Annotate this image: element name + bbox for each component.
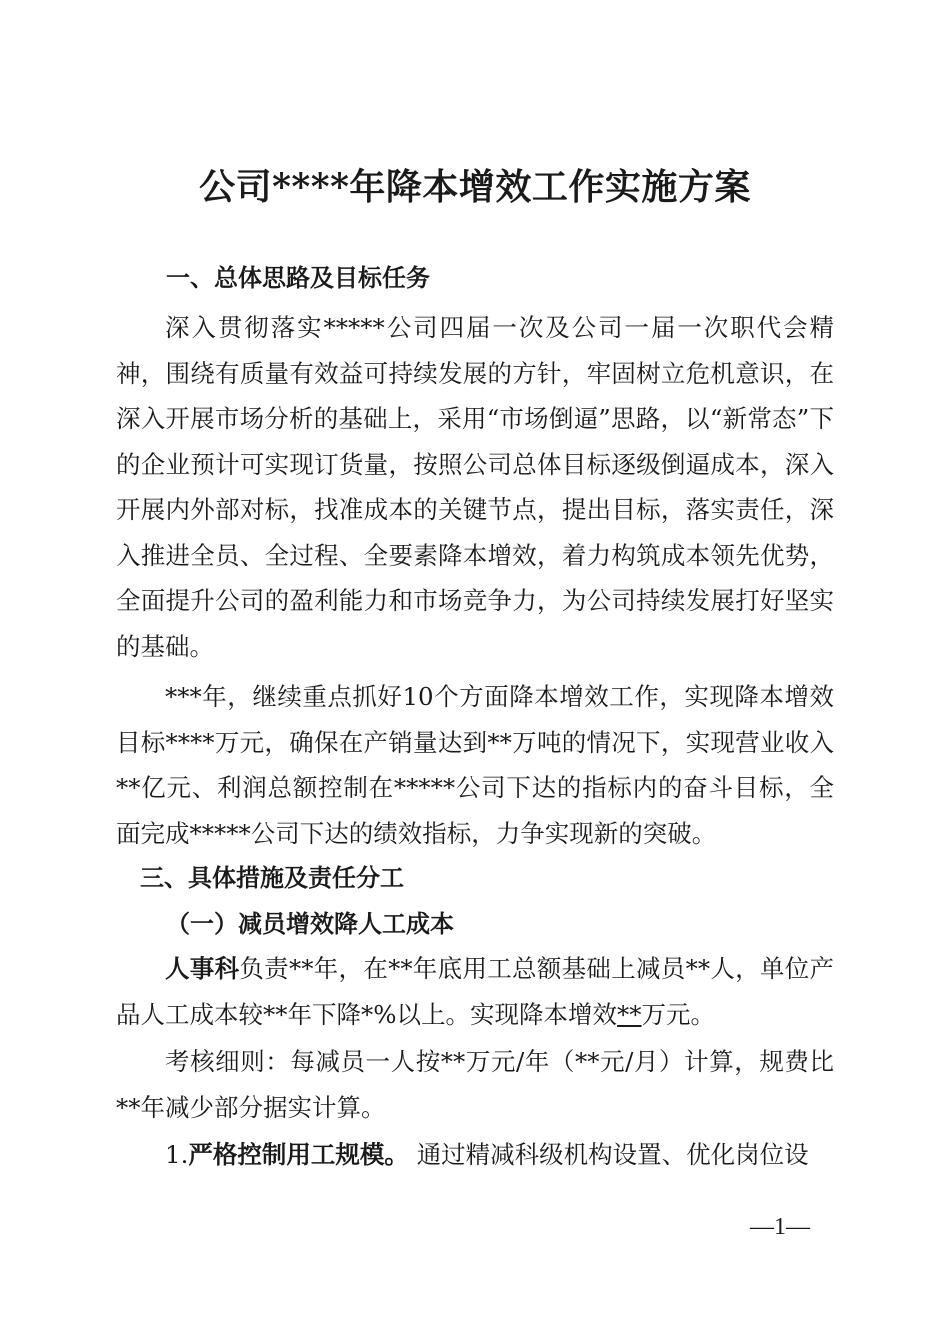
subsection-heading-1: （一）减员增效降人工成本 <box>166 910 454 938</box>
list-item-1 <box>116 1132 834 1178</box>
paragraph-targets: ***年，继续重点抓好10个方面降本增效工作，实现降本增效目标****万元，确保在产销量达到**万吨的情况下，实现营业收入**亿元、利润总额控制在*****公司下达的指标内的奋斗目标，全面完成*****公司下达的绩效指标，力争实现新的突破。 <box>116 682 834 848</box>
list-item-title: 严格控制用工规模。 <box>188 1140 409 1169</box>
paragraph-assessment: 考核细则：每减员一人按**万元/年（**元/月）计算，规费比**年减少部分据实计算。 <box>116 1047 834 1122</box>
savings-amount: ** <box>617 999 642 1029</box>
section-heading-1: 一、总体思路及目标任务 <box>166 264 430 292</box>
savings-unit: 万元。 <box>641 999 716 1029</box>
department-name: 人事科 <box>165 954 240 983</box>
responsibility-text: 负责**年，在**年底用工总额基础上减员**人，单位产品人工成本较**年下降*%以上。实现降本增效 <box>116 954 835 1029</box>
list-item-number: 1. <box>165 1140 189 1169</box>
page-number: —1— <box>750 1214 810 1240</box>
document-title: 公司****年降本增效工作实施方案 <box>199 166 751 208</box>
list-item-text: 通过精减科级机构设置、优化岗位设 <box>416 1140 809 1169</box>
paragraph-overall-approach: 深入贯彻落实*****公司四届一次及公司一届一次职代会精神，围绕有质量有效益可持续发展的方针，牢固树立危机意识，在深入开展市场分析的基础上，采用“市场倒逼”思路，以“新常态”下的企业预计可实现订货量，按照公司总体目标逐级倒逼成本，深入开展内外部对标，找准成本的关键节点，提出目标，落实责任，深入推进全员、全过程、全要素降本增效，着力构筑成本领先优势，全面提升公司的盈利能力和市场竞争力，为公司持续发展打好坚实的基础。 <box>116 313 834 661</box>
paragraph-responsibility <box>116 946 834 1037</box>
section-heading-3: 三、具体措施及责任分工 <box>140 864 404 892</box>
